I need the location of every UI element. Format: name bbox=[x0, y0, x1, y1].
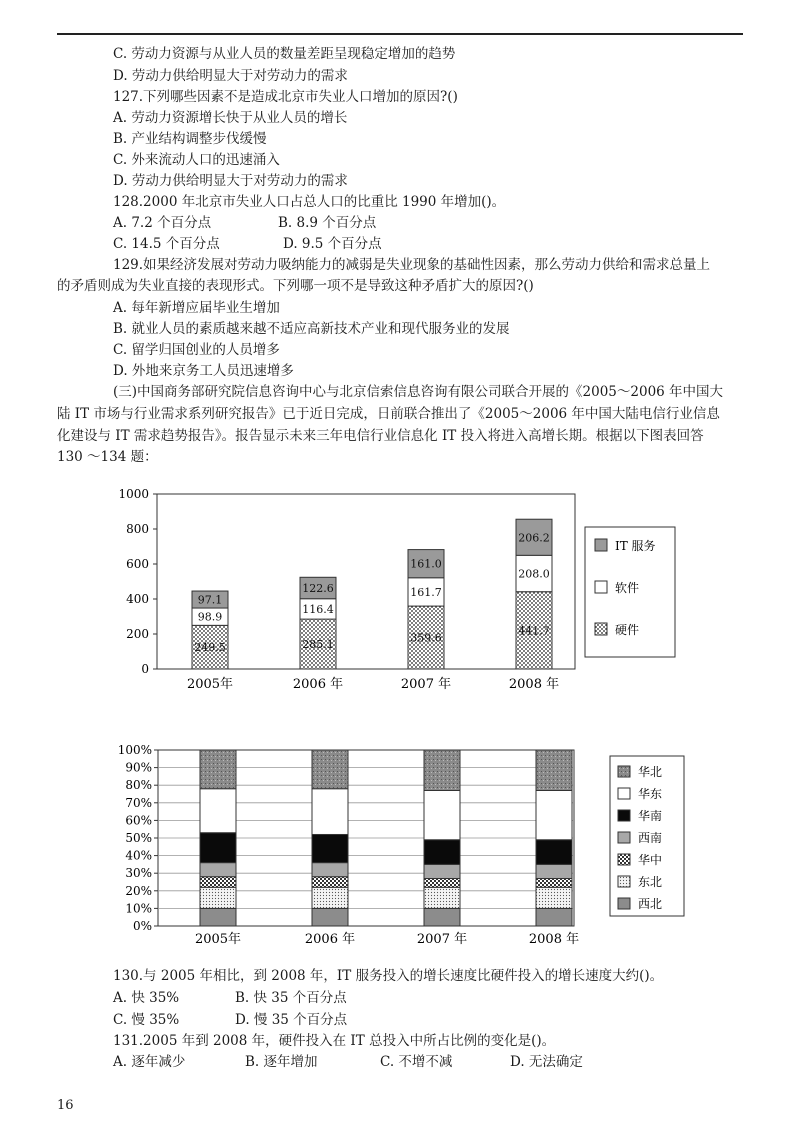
question-128-option-a: A. 7.2 个百分点 bbox=[113, 215, 212, 231]
y-tick-label: 100% bbox=[117, 743, 152, 757]
legend-swatch bbox=[618, 810, 630, 821]
question-130-option-d: D. 慢 35 个百分点 bbox=[235, 1012, 348, 1028]
data-label: 249.5 bbox=[194, 641, 226, 655]
y-tick-label: 60% bbox=[125, 813, 152, 828]
bar-segment bbox=[312, 750, 348, 789]
question-128-stem: 128.2000 年北京市失业人口占总人口的比重比 1990 年增加()。 bbox=[113, 194, 506, 210]
bar-segment bbox=[424, 887, 460, 908]
y-tick-label: 80% bbox=[125, 778, 152, 793]
legend-label: 华中 bbox=[638, 853, 663, 867]
legend-swatch bbox=[618, 876, 630, 887]
data-label: 161.0 bbox=[410, 557, 442, 571]
question-129-option-a: A. 每年新增应届毕业生增加 bbox=[113, 300, 280, 316]
section-3-line1: (三)中国商务部研究院信息咨询中心与北京信索信息咨询有限公司联合开展的《2005～2006 年中国大 bbox=[113, 384, 724, 400]
question-129-stem-line1: 129.如果经济发展对劳动力吸纳能力的减弱是失业现象的基础性因素，那么劳动力供给和需求总量上 bbox=[113, 257, 711, 273]
y-tick-label: 10% bbox=[125, 901, 152, 916]
question-127-option-d: D. 劳动力供给明显大于对劳动力的需求 bbox=[113, 173, 348, 189]
bar-segment bbox=[200, 887, 236, 908]
question-128-option-c: C. 14.5 个百分点 bbox=[113, 236, 220, 252]
data-label: 285.1 bbox=[302, 638, 334, 652]
question-131-stem: 131.2005 年到 2008 年，硬件投入在 IT 总投入中所占比例的变化是()。 bbox=[113, 1033, 556, 1049]
y-tick-label: 20% bbox=[125, 883, 152, 898]
y-tick-label: 400 bbox=[126, 592, 149, 606]
data-label: 441.7 bbox=[518, 624, 550, 638]
legend-label: 西北 bbox=[638, 897, 663, 911]
legend-swatch bbox=[595, 581, 607, 593]
it-investment-chart bbox=[115, 482, 690, 697]
bar-segment bbox=[424, 878, 460, 887]
question-129-option-d: D. 外地来京务工人员迅速增多 bbox=[113, 363, 294, 379]
question-129-option-c: C. 留学归国创业的人员增多 bbox=[113, 342, 280, 358]
legend-label: 东北 bbox=[638, 875, 663, 889]
legend-label: 硬件 bbox=[615, 623, 640, 637]
data-label: 161.7 bbox=[410, 585, 442, 599]
y-tick-label: 50% bbox=[125, 831, 152, 845]
bar-segment bbox=[200, 908, 236, 926]
bar-segment bbox=[536, 864, 572, 878]
question-127-stem: 127.下列哪些因素不是造成北京市失业人口增加的原因?() bbox=[113, 89, 458, 105]
data-label: 208.0 bbox=[518, 567, 550, 581]
legend-swatch bbox=[595, 539, 607, 551]
question-130-option-a: A. 快 35% bbox=[113, 990, 180, 1006]
bar-segment bbox=[312, 789, 348, 835]
bar-segment bbox=[424, 840, 460, 865]
question-127-option-b: B. 产业结构调整步伐缓慢 bbox=[113, 131, 267, 147]
section-3-line4: 130 ～134 题： bbox=[57, 449, 158, 465]
data-label: 359.6 bbox=[410, 631, 442, 645]
y-tick-label: 1000 bbox=[118, 487, 149, 501]
x-tick-label: 2008 年 bbox=[508, 677, 560, 692]
question-128-option-b: B. 8.9 个百分点 bbox=[278, 215, 377, 231]
bar-segment bbox=[200, 789, 236, 833]
legend-swatch bbox=[618, 788, 630, 799]
data-label: 97.1 bbox=[197, 593, 223, 607]
x-tick-label: 2006 年 bbox=[304, 932, 356, 947]
question-131-option-c: C. 不增不减 bbox=[380, 1054, 453, 1070]
legend-swatch bbox=[618, 898, 630, 909]
question-129-stem-line2: 的矛盾则成为失业直接的表现形式。下列哪一项不是导致这种矛盾扩大的原因?() bbox=[57, 278, 534, 294]
bar-segment bbox=[312, 887, 348, 908]
bar-segment bbox=[424, 908, 460, 926]
legend-swatch bbox=[618, 854, 630, 865]
legend-label: 华东 bbox=[638, 787, 663, 801]
bar-segment bbox=[536, 790, 572, 839]
y-tick-label: 200 bbox=[126, 627, 149, 641]
bar-segment bbox=[424, 750, 460, 790]
legend-label: 西南 bbox=[638, 831, 663, 845]
y-tick-label: 0 bbox=[141, 662, 149, 676]
question-130-stem: 130.与 2005 年相比，到 2008 年，IT 服务投入的增长速度比硬件投入的增长速度大约()。 bbox=[113, 968, 664, 984]
y-tick-label: 30% bbox=[125, 866, 152, 881]
question-130-option-c: C. 慢 35% bbox=[113, 1012, 180, 1028]
bar-segment bbox=[312, 863, 348, 877]
data-label: 98.9 bbox=[197, 610, 223, 624]
x-tick-label: 2007 年 bbox=[416, 932, 468, 947]
bar-segment bbox=[424, 864, 460, 878]
x-tick-label: 2005年 bbox=[194, 932, 242, 947]
legend-swatch bbox=[618, 832, 630, 843]
legend-label: IT 服务 bbox=[615, 539, 656, 553]
option-c-126: C. 劳动力资源与从业人员的数量差距呈现稳定增加的趋势 bbox=[113, 46, 456, 62]
legend-label: 华北 bbox=[638, 765, 663, 779]
x-tick-label: 2006 年 bbox=[292, 677, 344, 692]
x-tick-label: 2007 年 bbox=[400, 677, 452, 692]
bar-segment bbox=[200, 833, 236, 863]
y-tick-label: 0% bbox=[132, 919, 152, 933]
question-127-option-c: C. 外来流动人口的迅速涌入 bbox=[113, 152, 280, 168]
bar-segment bbox=[424, 790, 460, 839]
legend-label: 华南 bbox=[638, 809, 663, 823]
data-label: 122.6 bbox=[302, 582, 334, 596]
bar-segment bbox=[536, 878, 572, 887]
bar-segment bbox=[200, 863, 236, 877]
bar-segment bbox=[536, 840, 572, 865]
region-share-chart bbox=[112, 738, 692, 953]
legend-swatch bbox=[595, 623, 607, 635]
legend-swatch bbox=[618, 766, 630, 777]
bar-segment bbox=[536, 750, 572, 790]
bar-segment bbox=[536, 908, 572, 926]
bar-segment bbox=[312, 834, 348, 862]
question-130-option-b: B. 快 35 个百分点 bbox=[235, 990, 347, 1006]
bar-segment bbox=[312, 877, 348, 888]
data-label: 206.2 bbox=[518, 531, 550, 545]
y-tick-label: 800 bbox=[126, 522, 149, 536]
y-tick-label: 600 bbox=[126, 557, 149, 571]
question-129-option-b: B. 就业人员的素质越来越不适应高新技术产业和现代服务业的发展 bbox=[113, 321, 510, 337]
question-128-option-d: D. 9.5 个百分点 bbox=[283, 236, 382, 252]
y-tick-label: 70% bbox=[125, 795, 152, 810]
x-tick-label: 2005年 bbox=[186, 677, 234, 692]
header-rule bbox=[57, 33, 743, 35]
y-tick-label: 40% bbox=[125, 848, 152, 863]
question-131-option-b: B. 逐年增加 bbox=[245, 1054, 318, 1070]
section-3-line2: 陆 IT 市场与行业需求系列研究报告》已于近日完成，日前联合推出了《2005～2006 年中国大陆电信行业信息 bbox=[57, 406, 720, 422]
x-tick-label: 2008 年 bbox=[528, 932, 580, 947]
y-tick-label: 90% bbox=[125, 760, 152, 775]
bar-segment bbox=[536, 887, 572, 908]
question-127-option-a: A. 劳动力资源增长快于从业人员的增长 bbox=[113, 110, 348, 126]
page-number: 16 bbox=[57, 1098, 74, 1113]
section-3-line3: 化建设与 IT 需求趋势报告》。报告显示未来三年电信行业信息化 IT 投入将进入高增长期。根据以下图表回答 bbox=[57, 428, 704, 444]
question-131-option-d: D. 无法确定 bbox=[510, 1054, 583, 1070]
legend-label: 软件 bbox=[615, 581, 640, 595]
bar-segment bbox=[200, 877, 236, 888]
bar-segment bbox=[200, 750, 236, 789]
data-label: 116.4 bbox=[302, 602, 334, 616]
bar-segment bbox=[312, 908, 348, 926]
option-d-126: D. 劳动力供给明显大于对劳动力的需求 bbox=[113, 68, 348, 84]
question-131-option-a: A. 逐年减少 bbox=[113, 1054, 186, 1070]
